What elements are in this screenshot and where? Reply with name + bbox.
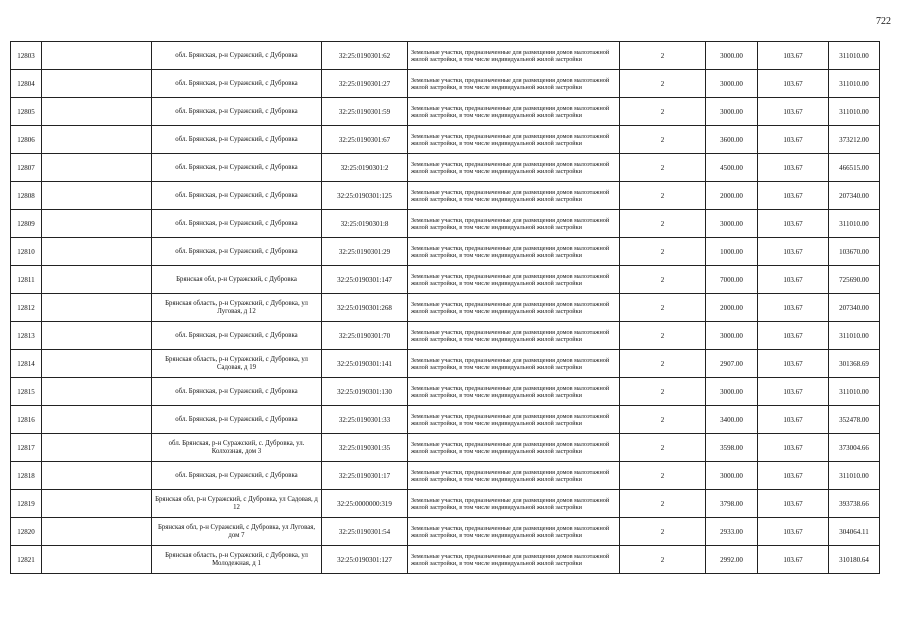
cell-number: 12807 (11, 154, 42, 182)
cell-land-use: Земельные участки, предназначенные для размещения домов малоэтажной жилой застройки, в том числе индивидуальной жилой застройки (408, 378, 620, 406)
cell-land-use: Земельные участки, предназначенные для размещения домов малоэтажной жилой застройки, в том числе индивидуальной жилой застройки (408, 154, 620, 182)
cell-cadastral-number: 32:25:0190301:2 (322, 154, 408, 182)
cell-area: 3000.00 (706, 98, 758, 126)
cell-group: 2 (620, 238, 706, 266)
land-registry-table (10, 41, 880, 574)
cell-empty (42, 210, 152, 238)
cell-cadastral-value: 207340.00 (829, 182, 880, 210)
cell-address: Брянская обл, р-н Суражский, с Дубровка, ул Луговая, дом 7 (152, 518, 322, 546)
cell-empty (42, 154, 152, 182)
cell-group: 2 (620, 490, 706, 518)
cell-land-use: Земельные участки, предназначенные для размещения домов малоэтажной жилой застройки, в том числе индивидуальной жилой застройки (408, 98, 620, 126)
cell-number: 12815 (11, 378, 42, 406)
cell-cadastral-value: 311010.00 (829, 378, 880, 406)
cell-specific-value: 103.67 (758, 322, 829, 350)
cell-group: 2 (620, 70, 706, 98)
cell-cadastral-number: 32:25:0190301:141 (322, 350, 408, 378)
cell-cadastral-number: 32:25:0190301:67 (322, 126, 408, 154)
cell-specific-value: 103.67 (758, 294, 829, 322)
cell-cadastral-value: 304064.11 (829, 518, 880, 546)
cell-address: обл. Брянская, р-н Суражский, с Дубровка (152, 154, 322, 182)
cell-group: 2 (620, 434, 706, 462)
cell-cadastral-value: 207340.00 (829, 294, 880, 322)
cell-number: 12819 (11, 490, 42, 518)
cell-address: обл. Брянская, р-н Суражский, с Дубровка (152, 126, 322, 154)
cell-cadastral-value: 311010.00 (829, 462, 880, 490)
cell-specific-value: 103.67 (758, 434, 829, 462)
cell-address: обл. Брянская, р-н Суражский, с Дубровка (152, 462, 322, 490)
cell-number: 12816 (11, 406, 42, 434)
cell-address: обл. Брянская, р-н Суражский, с Дубровка (152, 406, 322, 434)
cell-address: обл. Брянская, р-н Суражский, с Дубровка (152, 238, 322, 266)
cell-land-use: Земельные участки, предназначенные для размещения домов малоэтажной жилой застройки, в том числе индивидуальной жилой застройки (408, 182, 620, 210)
cell-land-use: Земельные участки, предназначенные для размещения домов малоэтажной жилой застройки, в том числе индивидуальной жилой застройки (408, 70, 620, 98)
cell-address: Брянская обл, р-н Суражский, с Дубровка, ул Садовая, д 12 (152, 490, 322, 518)
table-row (11, 350, 880, 378)
table-row (11, 154, 880, 182)
cell-land-use: Земельные участки, предназначенные для размещения домов малоэтажной жилой застройки, в том числе индивидуальной жилой застройки (408, 294, 620, 322)
cell-area: 4500.00 (706, 154, 758, 182)
table-row (11, 266, 880, 294)
cell-empty (42, 70, 152, 98)
cell-number: 12806 (11, 126, 42, 154)
cell-land-use: Земельные участки, предназначенные для размещения домов малоэтажной жилой застройки, в том числе индивидуальной жилой застройки (408, 406, 620, 434)
cell-cadastral-number: 32:25:0190301:70 (322, 322, 408, 350)
cell-number: 12812 (11, 294, 42, 322)
cell-land-use: Земельные участки, предназначенные для размещения домов малоэтажной жилой застройки, в том числе индивидуальной жилой застройки (408, 126, 620, 154)
cell-group: 2 (620, 322, 706, 350)
table-row (11, 294, 880, 322)
table-row (11, 126, 880, 154)
cell-empty (42, 546, 152, 574)
cell-specific-value: 103.67 (758, 546, 829, 574)
cell-specific-value: 103.67 (758, 126, 829, 154)
cell-group: 2 (620, 518, 706, 546)
cell-area: 3598.00 (706, 434, 758, 462)
cell-specific-value: 103.67 (758, 182, 829, 210)
cell-land-use: Земельные участки, предназначенные для размещения домов малоэтажной жилой застройки, в том числе индивидуальной жилой застройки (408, 350, 620, 378)
cell-empty (42, 350, 152, 378)
cell-empty (42, 294, 152, 322)
cell-address: обл. Брянская, р-н Суражский, с Дубровка (152, 210, 322, 238)
cell-empty (42, 462, 152, 490)
table-row (11, 406, 880, 434)
cell-specific-value: 103.67 (758, 42, 829, 70)
table-row (11, 210, 880, 238)
cell-number: 12804 (11, 70, 42, 98)
cell-cadastral-value: 311010.00 (829, 210, 880, 238)
cell-area: 3000.00 (706, 42, 758, 70)
table-row (11, 546, 880, 574)
cell-land-use: Земельные участки, предназначенные для размещения домов малоэтажной жилой застройки, в том числе индивидуальной жилой застройки (408, 266, 620, 294)
cell-number: 12808 (11, 182, 42, 210)
cell-area: 2000.00 (706, 294, 758, 322)
cell-address: обл. Брянская, р-н Суражский, с Дубровка (152, 378, 322, 406)
cell-cadastral-value: 466515.00 (829, 154, 880, 182)
table-row (11, 378, 880, 406)
cell-cadastral-value: 310180.64 (829, 546, 880, 574)
cell-area: 3798.00 (706, 490, 758, 518)
cell-cadastral-value: 311010.00 (829, 98, 880, 126)
cell-cadastral-number: 32:25:0190301:35 (322, 434, 408, 462)
table-row (11, 434, 880, 462)
cell-group: 2 (620, 210, 706, 238)
table-row (11, 490, 880, 518)
cell-land-use: Земельные участки, предназначенные для размещения домов малоэтажной жилой застройки, в том числе индивидуальной жилой застройки (408, 462, 620, 490)
cell-cadastral-number: 32:25:0190301:147 (322, 266, 408, 294)
cell-number: 12814 (11, 350, 42, 378)
cell-cadastral-number: 32:25:0190301:54 (322, 518, 408, 546)
cell-cadastral-number: 32:25:0190301:29 (322, 238, 408, 266)
cell-land-use: Земельные участки, предназначенные для размещения домов малоэтажной жилой застройки, в том числе индивидуальной жилой застройки (408, 518, 620, 546)
cell-cadastral-number: 32:25:0190301:59 (322, 98, 408, 126)
cell-cadastral-value: 311010.00 (829, 322, 880, 350)
cell-cadastral-number: 32:25:0190301:125 (322, 182, 408, 210)
cell-cadastral-number: 32:25:0190301:268 (322, 294, 408, 322)
cell-address: Брянская область, р-н Суражский, с Дубровка, ул Луговая, д 12 (152, 294, 322, 322)
cell-group: 2 (620, 266, 706, 294)
cell-address: обл. Брянская, р-н Суражский, с Дубровка (152, 322, 322, 350)
cell-address: обл. Брянская, р-н Суражский, с Дубровка (152, 70, 322, 98)
cell-cadastral-value: 393738.66 (829, 490, 880, 518)
cell-area: 2907.00 (706, 350, 758, 378)
cell-group: 2 (620, 406, 706, 434)
table-row (11, 518, 880, 546)
cell-land-use: Земельные участки, предназначенные для размещения домов малоэтажной жилой застройки, в том числе индивидуальной жилой застройки (408, 238, 620, 266)
cell-empty (42, 434, 152, 462)
table-row (11, 238, 880, 266)
cell-cadastral-value: 373212.00 (829, 126, 880, 154)
cell-group: 2 (620, 182, 706, 210)
cell-cadastral-value: 352478.00 (829, 406, 880, 434)
cell-empty (42, 182, 152, 210)
cell-land-use: Земельные участки, предназначенные для размещения домов малоэтажной жилой застройки, в том числе индивидуальной жилой застройки (408, 434, 620, 462)
cell-specific-value: 103.67 (758, 154, 829, 182)
cell-number: 12813 (11, 322, 42, 350)
cell-address: обл. Брянская, р-н Суражский, с. Дубровка, ул. Колхозная, дом 3 (152, 434, 322, 462)
cell-group: 2 (620, 154, 706, 182)
cell-group: 2 (620, 462, 706, 490)
cell-empty (42, 98, 152, 126)
cell-address: Брянская обл, р-н Суражский, с Дубровка (152, 266, 322, 294)
cell-empty (42, 406, 152, 434)
cell-address: Брянская область, р-н Суражский, с Дубровка, ул Молодежная, д 1 (152, 546, 322, 574)
cell-specific-value: 103.67 (758, 378, 829, 406)
cell-empty (42, 378, 152, 406)
table-row (11, 182, 880, 210)
cell-cadastral-number: 32:25:0190301:17 (322, 462, 408, 490)
cell-land-use: Земельные участки, предназначенные для размещения домов малоэтажной жилой застройки, в том числе индивидуальной жилой застройки (408, 210, 620, 238)
cell-land-use: Земельные участки, предназначенные для размещения домов малоэтажной жилой застройки, в том числе индивидуальной жилой застройки (408, 42, 620, 70)
cell-number: 12820 (11, 518, 42, 546)
cell-empty (42, 490, 152, 518)
cell-group: 2 (620, 98, 706, 126)
cell-address: Брянская область, р-н Суражский, с Дубровка, ул Садовая, д 19 (152, 350, 322, 378)
cell-group: 2 (620, 546, 706, 574)
cell-group: 2 (620, 294, 706, 322)
table-row (11, 462, 880, 490)
cell-empty (42, 238, 152, 266)
cell-group: 2 (620, 378, 706, 406)
cell-number: 12805 (11, 98, 42, 126)
cell-empty (42, 266, 152, 294)
cell-area: 2992.00 (706, 546, 758, 574)
cell-specific-value: 103.67 (758, 518, 829, 546)
cell-address: обл. Брянская, р-н Суражский, с Дубровка (152, 98, 322, 126)
cell-area: 3000.00 (706, 322, 758, 350)
cell-empty (42, 42, 152, 70)
cell-area: 2000.00 (706, 182, 758, 210)
cell-number: 12809 (11, 210, 42, 238)
cell-number: 12803 (11, 42, 42, 70)
cell-land-use: Земельные участки, предназначенные для размещения домов малоэтажной жилой застройки, в том числе индивидуальной жилой застройки (408, 546, 620, 574)
cell-cadastral-number: 32:25:0190301:27 (322, 70, 408, 98)
cell-area: 3600.00 (706, 126, 758, 154)
cell-specific-value: 103.67 (758, 350, 829, 378)
cell-specific-value: 103.67 (758, 70, 829, 98)
cell-cadastral-number: 32:25:0190301:8 (322, 210, 408, 238)
cell-empty (42, 518, 152, 546)
table-row (11, 42, 880, 70)
cell-cadastral-value: 373004.66 (829, 434, 880, 462)
cell-cadastral-value: 311010.00 (829, 70, 880, 98)
table-row (11, 70, 880, 98)
cell-empty (42, 322, 152, 350)
cell-cadastral-number: 32:25:0190301:62 (322, 42, 408, 70)
table-row (11, 322, 880, 350)
cell-number: 12821 (11, 546, 42, 574)
page-number: 722 (876, 16, 891, 27)
cell-number: 12817 (11, 434, 42, 462)
cell-cadastral-number: 32:25:0190301:127 (322, 546, 408, 574)
table-row (11, 98, 880, 126)
cell-group: 2 (620, 350, 706, 378)
cell-group: 2 (620, 42, 706, 70)
cell-number: 12810 (11, 238, 42, 266)
cell-specific-value: 103.67 (758, 98, 829, 126)
cell-cadastral-value: 725690.00 (829, 266, 880, 294)
cell-group: 2 (620, 126, 706, 154)
cell-area: 7000.00 (706, 266, 758, 294)
cell-area: 3000.00 (706, 462, 758, 490)
cell-area: 3000.00 (706, 70, 758, 98)
cell-cadastral-value: 301368.69 (829, 350, 880, 378)
cell-number: 12811 (11, 266, 42, 294)
cell-cadastral-number: 32:25:0190301:130 (322, 378, 408, 406)
cell-address: обл. Брянская, р-н Суражский, с Дубровка (152, 182, 322, 210)
cell-specific-value: 103.67 (758, 210, 829, 238)
cell-specific-value: 103.67 (758, 406, 829, 434)
cell-area: 3000.00 (706, 210, 758, 238)
cell-cadastral-value: 103670.00 (829, 238, 880, 266)
cell-land-use: Земельные участки, предназначенные для размещения домов малоэтажной жилой застройки, в том числе индивидуальной жилой застройки (408, 322, 620, 350)
cell-specific-value: 103.67 (758, 238, 829, 266)
cell-area: 3400.00 (706, 406, 758, 434)
cell-address: обл. Брянская, р-н Суражский, с Дубровка (152, 42, 322, 70)
cell-area: 2933.00 (706, 518, 758, 546)
cell-land-use: Земельные участки, предназначенные для размещения домов малоэтажной жилой застройки, в том числе индивидуальной жилой застройки (408, 490, 620, 518)
cell-cadastral-number: 32:25:0190301:33 (322, 406, 408, 434)
cell-specific-value: 103.67 (758, 490, 829, 518)
cell-number: 12818 (11, 462, 42, 490)
cell-cadastral-value: 311010.00 (829, 42, 880, 70)
cell-specific-value: 103.67 (758, 266, 829, 294)
cell-cadastral-number: 32:25:0000000:319 (322, 490, 408, 518)
cell-empty (42, 126, 152, 154)
cell-area: 1000.00 (706, 238, 758, 266)
cell-area: 3000.00 (706, 378, 758, 406)
cell-specific-value: 103.67 (758, 462, 829, 490)
